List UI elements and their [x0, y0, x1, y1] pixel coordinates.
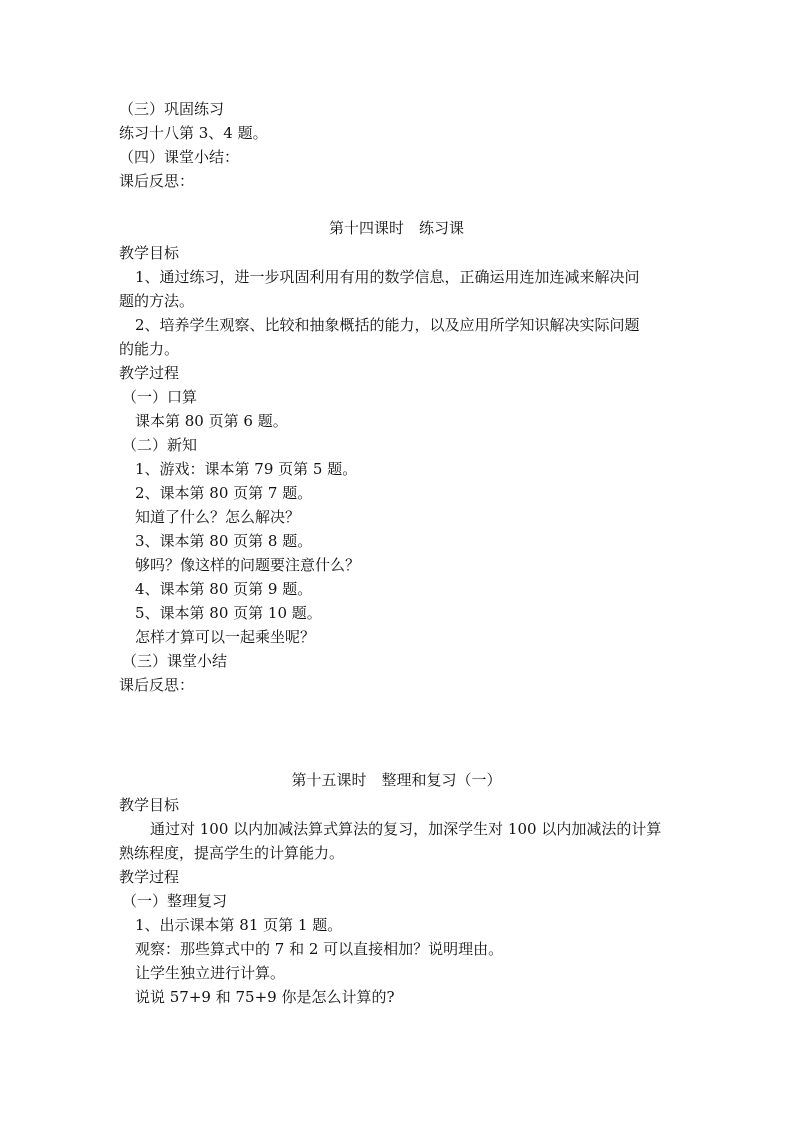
lesson14-title: 第十四课时 练习课	[328, 219, 464, 237]
list-item: 4、课本第 80 页第 9 题。	[135, 580, 313, 598]
list-item: 2、课本第 80 页第 7 题。	[135, 484, 313, 502]
lesson15-title: 第十五课时 整理和复习（一）	[291, 771, 502, 789]
exercise-line: 练习十八第 3、4 题。	[119, 124, 268, 142]
list-item: 怎样才算可以一起乘坐呢？	[135, 628, 316, 646]
list-item: 观察：那些算式中的 7 和 2 可以直接相加？说明理由。	[135, 940, 504, 958]
section-heading-consolidate: （三）巩固练习	[119, 100, 225, 118]
list-item: 知道了什么？怎么解决？	[135, 508, 301, 526]
lesson14-reflection: 课后反思：	[119, 676, 195, 694]
lesson14-new-heading: （二）新知	[122, 436, 198, 454]
list-item: 让学生独立进行计算。	[135, 964, 286, 982]
lesson14-summary-heading: （三）课堂小结	[122, 652, 228, 670]
list-item: 够吗？像这样的问题要注意什么？	[135, 556, 361, 574]
lesson14-goal2-line1: 2、培养学生观察、比较和抽象概括的能力，以及应用所学知识解决实际问题	[135, 316, 640, 334]
lesson15-goal-line1: 通过对 100 以内加减法算式算法的复习，加深学生对 100 以内加减法的计算	[150, 820, 662, 838]
list-item: 1、游戏：课本第 79 页第 5 题。	[135, 460, 358, 478]
lesson15-goals-heading: 教学目标	[119, 796, 180, 814]
lesson14-goal1-line1: 1、通过练习，进一步巩固利用有用的数学信息，正确运用连加连减来解决问	[135, 268, 640, 286]
list-item: 1、出示课本第 81 页第 1 题。	[135, 916, 343, 934]
list-item: 说说 57+9 和 75+9 你是怎么计算的?	[135, 988, 395, 1006]
lesson14-goal1-line2: 题的方法。	[119, 292, 195, 310]
lesson15-goal-line2: 熟练程度，提高学生的计算能力。	[119, 844, 345, 862]
lesson15-review-heading: （一）整理复习	[122, 892, 228, 910]
lesson14-oral-heading: （一）口算	[122, 388, 198, 406]
lesson14-oral-item: 课本第 80 页第 6 题。	[135, 412, 288, 430]
lesson14-goal2-line2: 的能力。	[119, 340, 180, 358]
lesson14-goals-heading: 教学目标	[119, 244, 180, 262]
list-item: 5、课本第 80 页第 10 题。	[135, 604, 322, 622]
lesson15-process-heading: 教学过程	[119, 868, 180, 886]
list-item: 3、课本第 80 页第 8 题。	[135, 532, 313, 550]
reflection-label: 课后反思：	[119, 172, 195, 190]
lesson14-process-heading: 教学过程	[119, 364, 180, 382]
section-heading-summary: （四）课堂小结：	[119, 148, 240, 166]
